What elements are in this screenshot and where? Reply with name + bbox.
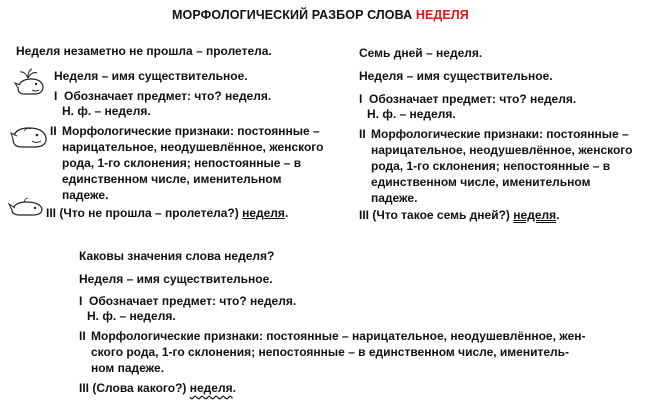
right-item-2-line-3: рода, 1-го склонения; непостоянные – в <box>371 159 611 173</box>
left-item-2-number: II <box>50 124 57 138</box>
whale-with-fountain-icon <box>14 66 48 98</box>
bottom-item-3: III (Слова какого?) неделя. <box>79 381 236 395</box>
bottom-noun-line: Неделя – имя существительное. <box>79 272 273 286</box>
right-item-2-line-4: единственном числе, именительном <box>371 175 591 189</box>
right-item-1-number: I <box>359 92 363 106</box>
bottom-item-2-line-3: ном падеже. <box>91 361 165 375</box>
left-item-3: III (Что не прошла – пролетела?) неделя. <box>46 206 289 220</box>
left-item-2-line-3: рода, 1-го склонения; непостоянные – в <box>62 156 302 170</box>
right-sentence: Семь дней – неделя. <box>359 46 483 60</box>
bottom-item-2-line-1: Морфологические признаки: постоянные – нарицательное, неодушевлённое, жен- <box>91 329 586 343</box>
bottom-question: Каковы значения слова неделя? <box>79 249 275 263</box>
whale-icon <box>10 122 50 152</box>
left-noun-line: Неделя – имя существительное. <box>54 69 248 83</box>
right-item-2-line-1: Морфологические признаки: постоянные – <box>371 127 629 141</box>
right-predicate-word: неделя <box>513 208 557 222</box>
right-item-1-text: Обозначает предмет: что? неделя. <box>369 92 577 106</box>
left-item-2-line-1: Морфологические признаки: постоянные – <box>62 124 320 138</box>
left-initial-form: Н. ф. – неделя. <box>62 104 151 118</box>
right-initial-form: Н. ф. – неделя. <box>367 107 456 121</box>
right-item-2-line-5: падеже. <box>371 191 418 205</box>
bottom-item-1-number: I <box>79 294 83 308</box>
title-highlight-word: НЕДЕЛЯ <box>415 8 469 22</box>
left-item-2-line-4: единственном числе, именительном <box>62 172 282 186</box>
left-subject-word: неделя <box>242 206 285 220</box>
bottom-initial-form: Н. ф. – неделя. <box>87 309 176 323</box>
right-item-2-line-2: нарицательное, неодушевлённое, женского <box>371 143 633 157</box>
left-item-1-text: Обозначает предмет: что? неделя. <box>64 89 272 103</box>
left-item-1-number: I <box>54 89 58 103</box>
bottom-attribute-word: неделя <box>189 381 233 395</box>
page-title: МОРФОЛОГИЧЕСКИЙ РАЗБОР СЛОВА НЕДЕЛЯ <box>172 8 469 22</box>
bottom-item-2-number: II <box>79 329 86 343</box>
bottom-item-1-text: Обозначает предмет: что? неделя. <box>89 294 297 308</box>
small-whale-icon <box>8 197 46 219</box>
right-item-3: III (Что такое семь дней?) неделя. <box>359 208 560 222</box>
left-item-2-line-5: падеже. <box>62 188 109 202</box>
left-item-2-line-2: нарицательное, неодушевлённое, женского <box>62 140 324 154</box>
right-item-2-number: II <box>359 127 366 141</box>
left-sentence: Неделя незаметно не прошла – пролетела. <box>16 44 272 58</box>
right-noun-line: Неделя – имя существительное. <box>359 69 553 83</box>
bottom-item-2-line-2: ского рода, 1-го склонения; непостоянные – в единственном числе, именитель- <box>91 345 570 359</box>
